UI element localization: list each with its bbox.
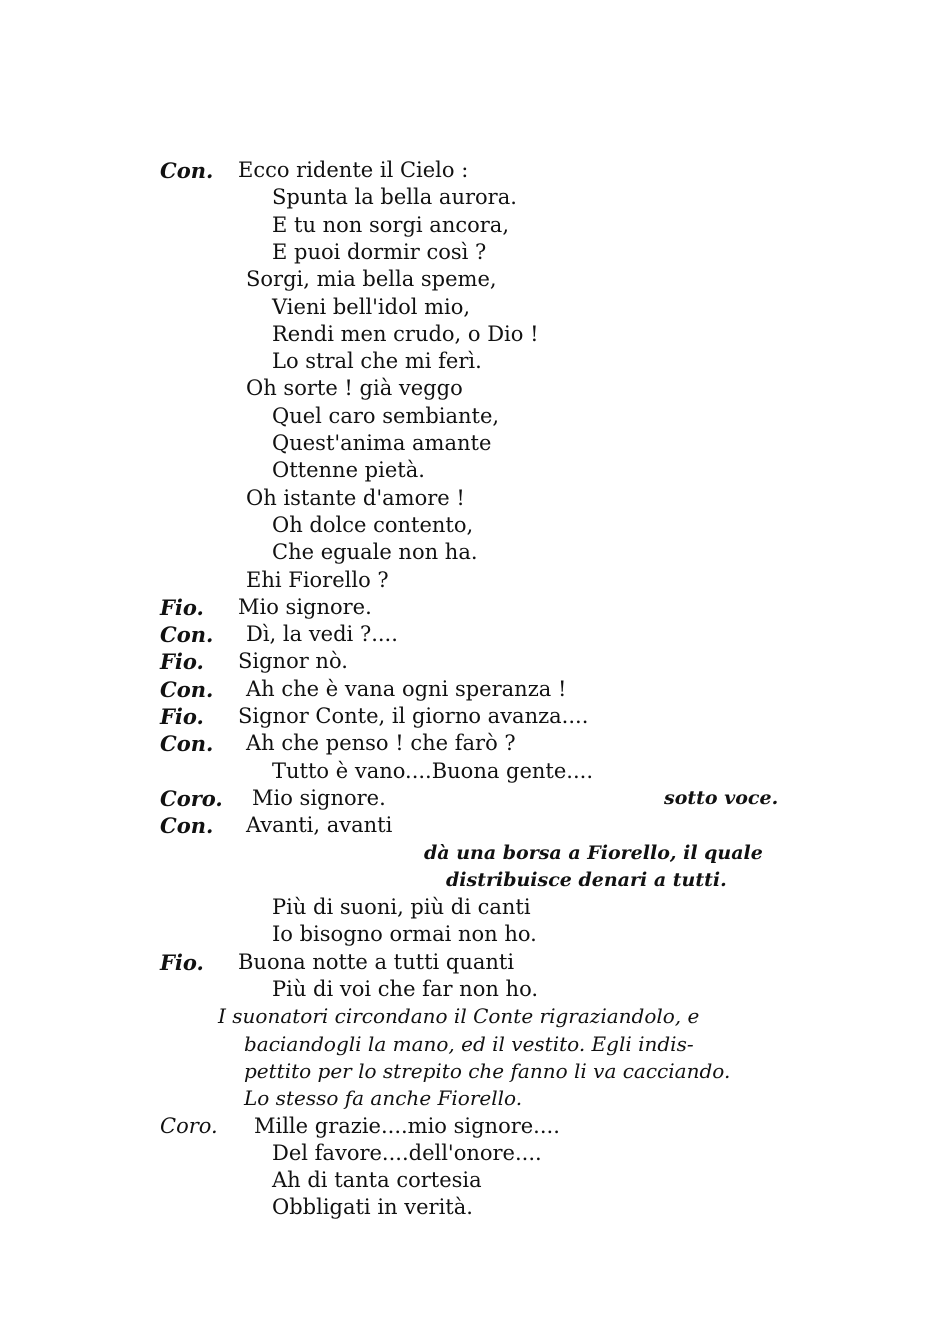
speaker-label: Con. [160,731,214,757]
verse-line [0,1140,936,1167]
verse-line [0,157,936,184]
verse-line [0,512,936,539]
verse-text: Quel caro sembiante, [272,403,500,428]
stage-direction-line [0,840,936,867]
stage-direction-line [0,867,936,894]
verse-line [0,1113,936,1140]
stage-direction-line [0,1058,936,1085]
verse-text: Ah che penso ! che farò ? [246,731,516,756]
stage-direction-text: dà una borsa a Fiorello, il quale [424,841,763,864]
speaker-label: Fio. [160,704,204,729]
verse-text: Rendi men crudo, o Dio ! [272,321,539,346]
verse-line [0,266,936,293]
speaker-label: Coro. [160,1113,218,1138]
verse-text: Oh sorte ! già veggo [246,376,463,401]
verse-line [0,703,936,730]
verse-line [0,212,936,239]
verse-line [0,294,936,321]
verse-line [0,485,936,512]
verse-text: Oh istante d'amore ! [246,485,465,510]
verse-text: Quest'anima amante [272,431,492,455]
verse-line [0,430,936,457]
verse-line [0,1194,936,1221]
verse-line [0,730,936,757]
verse-text: Avanti, avanti [246,813,393,838]
verse-text: Ecco ridente il Cielo : [238,158,469,182]
verse-text: Signor nò. [238,649,348,674]
verse-text: Vieni bell'idol mio, [272,294,471,319]
verse-line [0,539,936,566]
verse-text: Ottenne pietà. [272,458,425,483]
verse-line [0,1167,936,1194]
verse-text: Che eguale non ha. [272,540,478,565]
verse-text: Buona notte a tutti quanti [238,949,515,974]
verse-text: Dì, la vedi ?.... [246,622,398,647]
verse-text: Obbligati in verità. [272,1195,473,1220]
stage-direction-line [0,1031,936,1058]
verse-line [0,594,936,621]
verse-line [0,976,936,1003]
stage-direction-aside: sotto voce. [664,786,779,809]
verse-text: E tu non sorgi ancora, [272,212,509,237]
verse-line [0,321,936,348]
stage-direction-text: Lo stesso fa anche Fiorello. [244,1086,523,1111]
verse-text: Ehi Fiorello ? [246,567,389,592]
verse-line [0,785,936,812]
speaker-label: Fio. [160,649,204,675]
speaker-label: Con. [160,676,214,702]
verse-text: Mio signore. [252,785,386,810]
verse-text: Io bisogno ormai non ho. [272,922,537,947]
verse-text: Signor Conte, il giorno avanza.... [238,704,589,728]
speaker-label: Coro. [160,785,223,811]
verse-text: Sorgi, mia bella speme, [246,267,497,292]
verse-text: Mio signore. [238,594,372,619]
verse-text: E puoi dormir così ? [272,239,487,264]
stage-direction-text: baciandogli la mano, ed il vestito. Egli indis- [244,1031,694,1056]
verse-text: Tutto è vano....Buona gente.... [272,758,593,783]
verse-line [0,375,936,402]
speaker-label: Con. [160,158,214,183]
verse-text: Spunta la bella aurora. [272,185,517,210]
verse-text: Lo stral che mi ferì. [272,349,482,374]
verse-line [0,921,936,948]
stage-direction-text: I suonatori circondano il Conte rigraziandolo, e [218,1004,700,1029]
verse-line [0,348,936,375]
verse-line [0,812,936,839]
verse-line [0,894,936,921]
verse-line [0,567,936,594]
verse-text: Più di voi che far non ho. [272,977,539,1001]
verse-text: Del favore....dell'onore.... [272,1140,542,1165]
speaker-label: Con. [160,622,214,648]
stage-direction-text: pettito per lo strepito che fanno li va cacciando. [244,1058,731,1083]
verse-line [0,676,936,703]
verse-line [0,949,936,976]
speaker-label: Fio. [160,949,204,975]
verse-text: Oh dolce contento, [272,512,474,537]
stage-direction-text: distribuisce denari a tutti. [446,868,727,891]
stage-direction-line [0,1085,936,1112]
verse-text: Più di suoni, più di canti [272,895,531,920]
stage-direction-line [0,1003,936,1030]
verse-line [0,184,936,211]
speaker-label: Con. [160,813,214,839]
speaker-label: Fio. [160,594,204,620]
verse-line [0,457,936,484]
verse-line [0,403,936,430]
verse-line [0,648,936,675]
verse-text: Mille grazie....mio signore.... [254,1113,560,1138]
verse-text: Ah che è vana ogni speranza ! [246,676,567,701]
verse-text: Ah di tanta cortesia [272,1168,482,1193]
verse-line [0,758,936,785]
verse-line [0,239,936,266]
verse-line [0,621,936,648]
